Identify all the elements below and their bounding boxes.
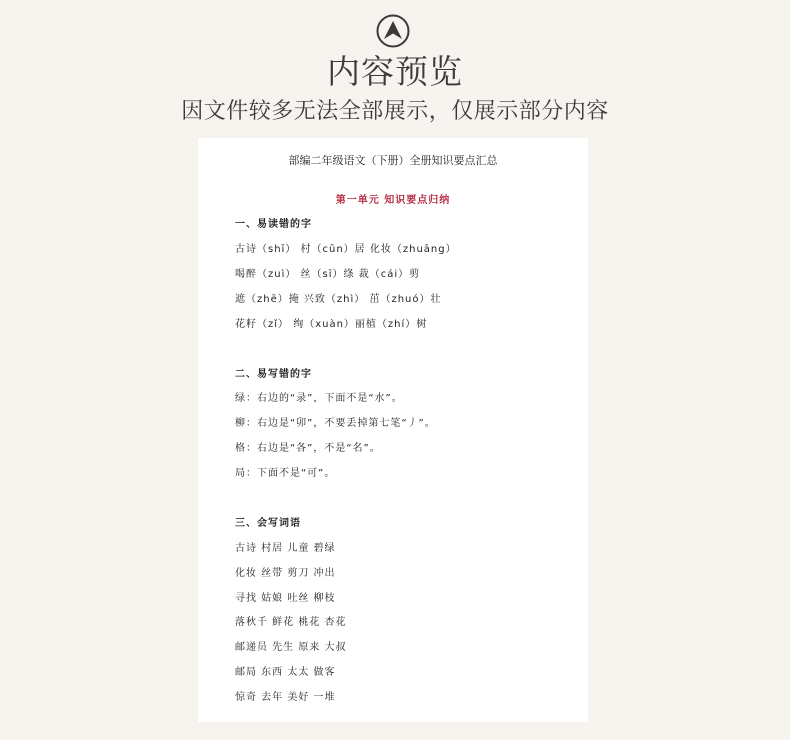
- content-line: 喝醉（zuì） 丝（sī）绦 裁（cái）剪: [235, 269, 421, 280]
- section-heading: 一、易读错的字: [235, 219, 312, 230]
- up-arrow-circle-icon: [376, 14, 410, 48]
- unit-title: 第一单元 知识要点归纳: [335, 195, 451, 206]
- page-subtitle: 因文件较多无法全部展示，仅展示部分内容: [181, 99, 609, 124]
- content-line: 花籽（zǐ） 绚（xuàn）丽植（zhí）树: [235, 319, 428, 330]
- content-line: 柳：右边是“卯”，不要丢掉第七笔“丿”。: [235, 418, 436, 429]
- content-line: 化妆 丝带 剪刀 冲出: [235, 568, 336, 579]
- content-line: 遮（zhē）掩 兴致（zhì） 茁（zhuó）壮: [235, 294, 442, 305]
- content-line: 寻找 姑娘 吐丝 柳枝: [235, 593, 336, 604]
- content-line: 古诗（shī） 村（cūn）居 化妆（zhuāng）: [235, 244, 457, 255]
- content-line: 绿：右边的“录”，下面不是“水”。: [235, 393, 403, 404]
- page-title: 内容预览: [327, 52, 463, 91]
- content-line: 邮局 东西 太太 做客: [235, 667, 336, 678]
- section-heading: 三、会写词语: [235, 518, 301, 529]
- section-heading: 二、易写错的字: [235, 369, 312, 380]
- content-line: 惊奇 去年 美好 一堆: [235, 692, 336, 703]
- document-title: 部编二年级语文（下册）全册知识要点汇总: [288, 154, 498, 167]
- content-line: 落秋千 鲜花 桃花 杏花: [235, 617, 347, 628]
- content-line: 邮递员 先生 原来 大叔: [235, 642, 347, 653]
- document-preview: [198, 138, 588, 722]
- content-line: 局：下面不是“可”。: [235, 468, 336, 479]
- content-line: 格：右边是“各”，不是“名”。: [235, 443, 381, 454]
- content-line: 古诗 村居 儿童 碧绿: [235, 543, 336, 554]
